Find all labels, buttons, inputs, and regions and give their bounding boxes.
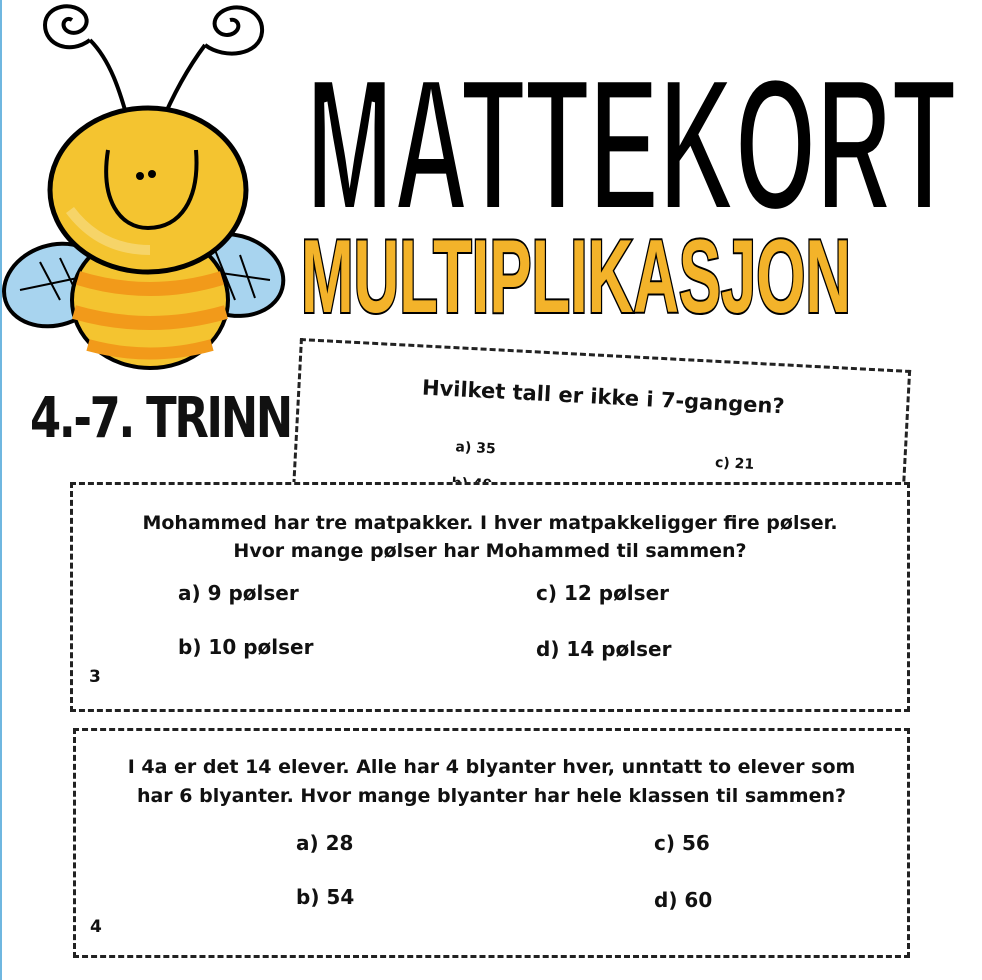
card-number: 3 [89,667,101,687]
question-line-2: Hvor mange pølser har Mohammed til sammen? [233,540,747,562]
task-card-4 [73,728,910,958]
grade-label: 4.-7. TRINN [30,386,291,451]
card-question [76,753,907,811]
question-line-1: Mohammed har tre matpakker. I hver matpakkeligger fire pølser. [142,512,838,534]
option-a: a) 9 pølser [178,581,299,605]
card-question: Hvilket tall er ikke i 7-gangen? [421,375,786,419]
bee-antenna-curl-left [45,6,90,47]
option-c: c) 12 pølser [536,581,669,605]
page-title [296,58,966,228]
option-d: d) 14 pølser [536,637,672,661]
question-line-1: I 4a er det 14 elever. Alle har 4 blyanter hver, unntatt to elever som [127,756,856,778]
option-a: a) 28 [296,831,354,855]
page-subtitle [296,228,856,320]
option-a: a) 35 [455,439,497,458]
title-text: MATTEKORT [306,58,956,228]
bee-antenna-curl-right [205,7,262,53]
card-question [73,509,907,565]
card-number: 4 [90,917,102,937]
option-c: c) 56 [654,831,710,855]
task-card-3 [70,482,910,712]
bee-illustration [0,0,300,380]
option-b: b) 54 [296,885,355,909]
option-c: c) 21 [714,454,755,473]
question-line-2: har 6 blyanter. Hvor mange blyanter har hele klassen til sammen? [136,785,847,807]
subtitle-text: MULTIPLIKASJON [301,228,851,320]
option-b: b) 10 pølser [178,635,314,659]
option-d: d) 60 [654,888,713,912]
